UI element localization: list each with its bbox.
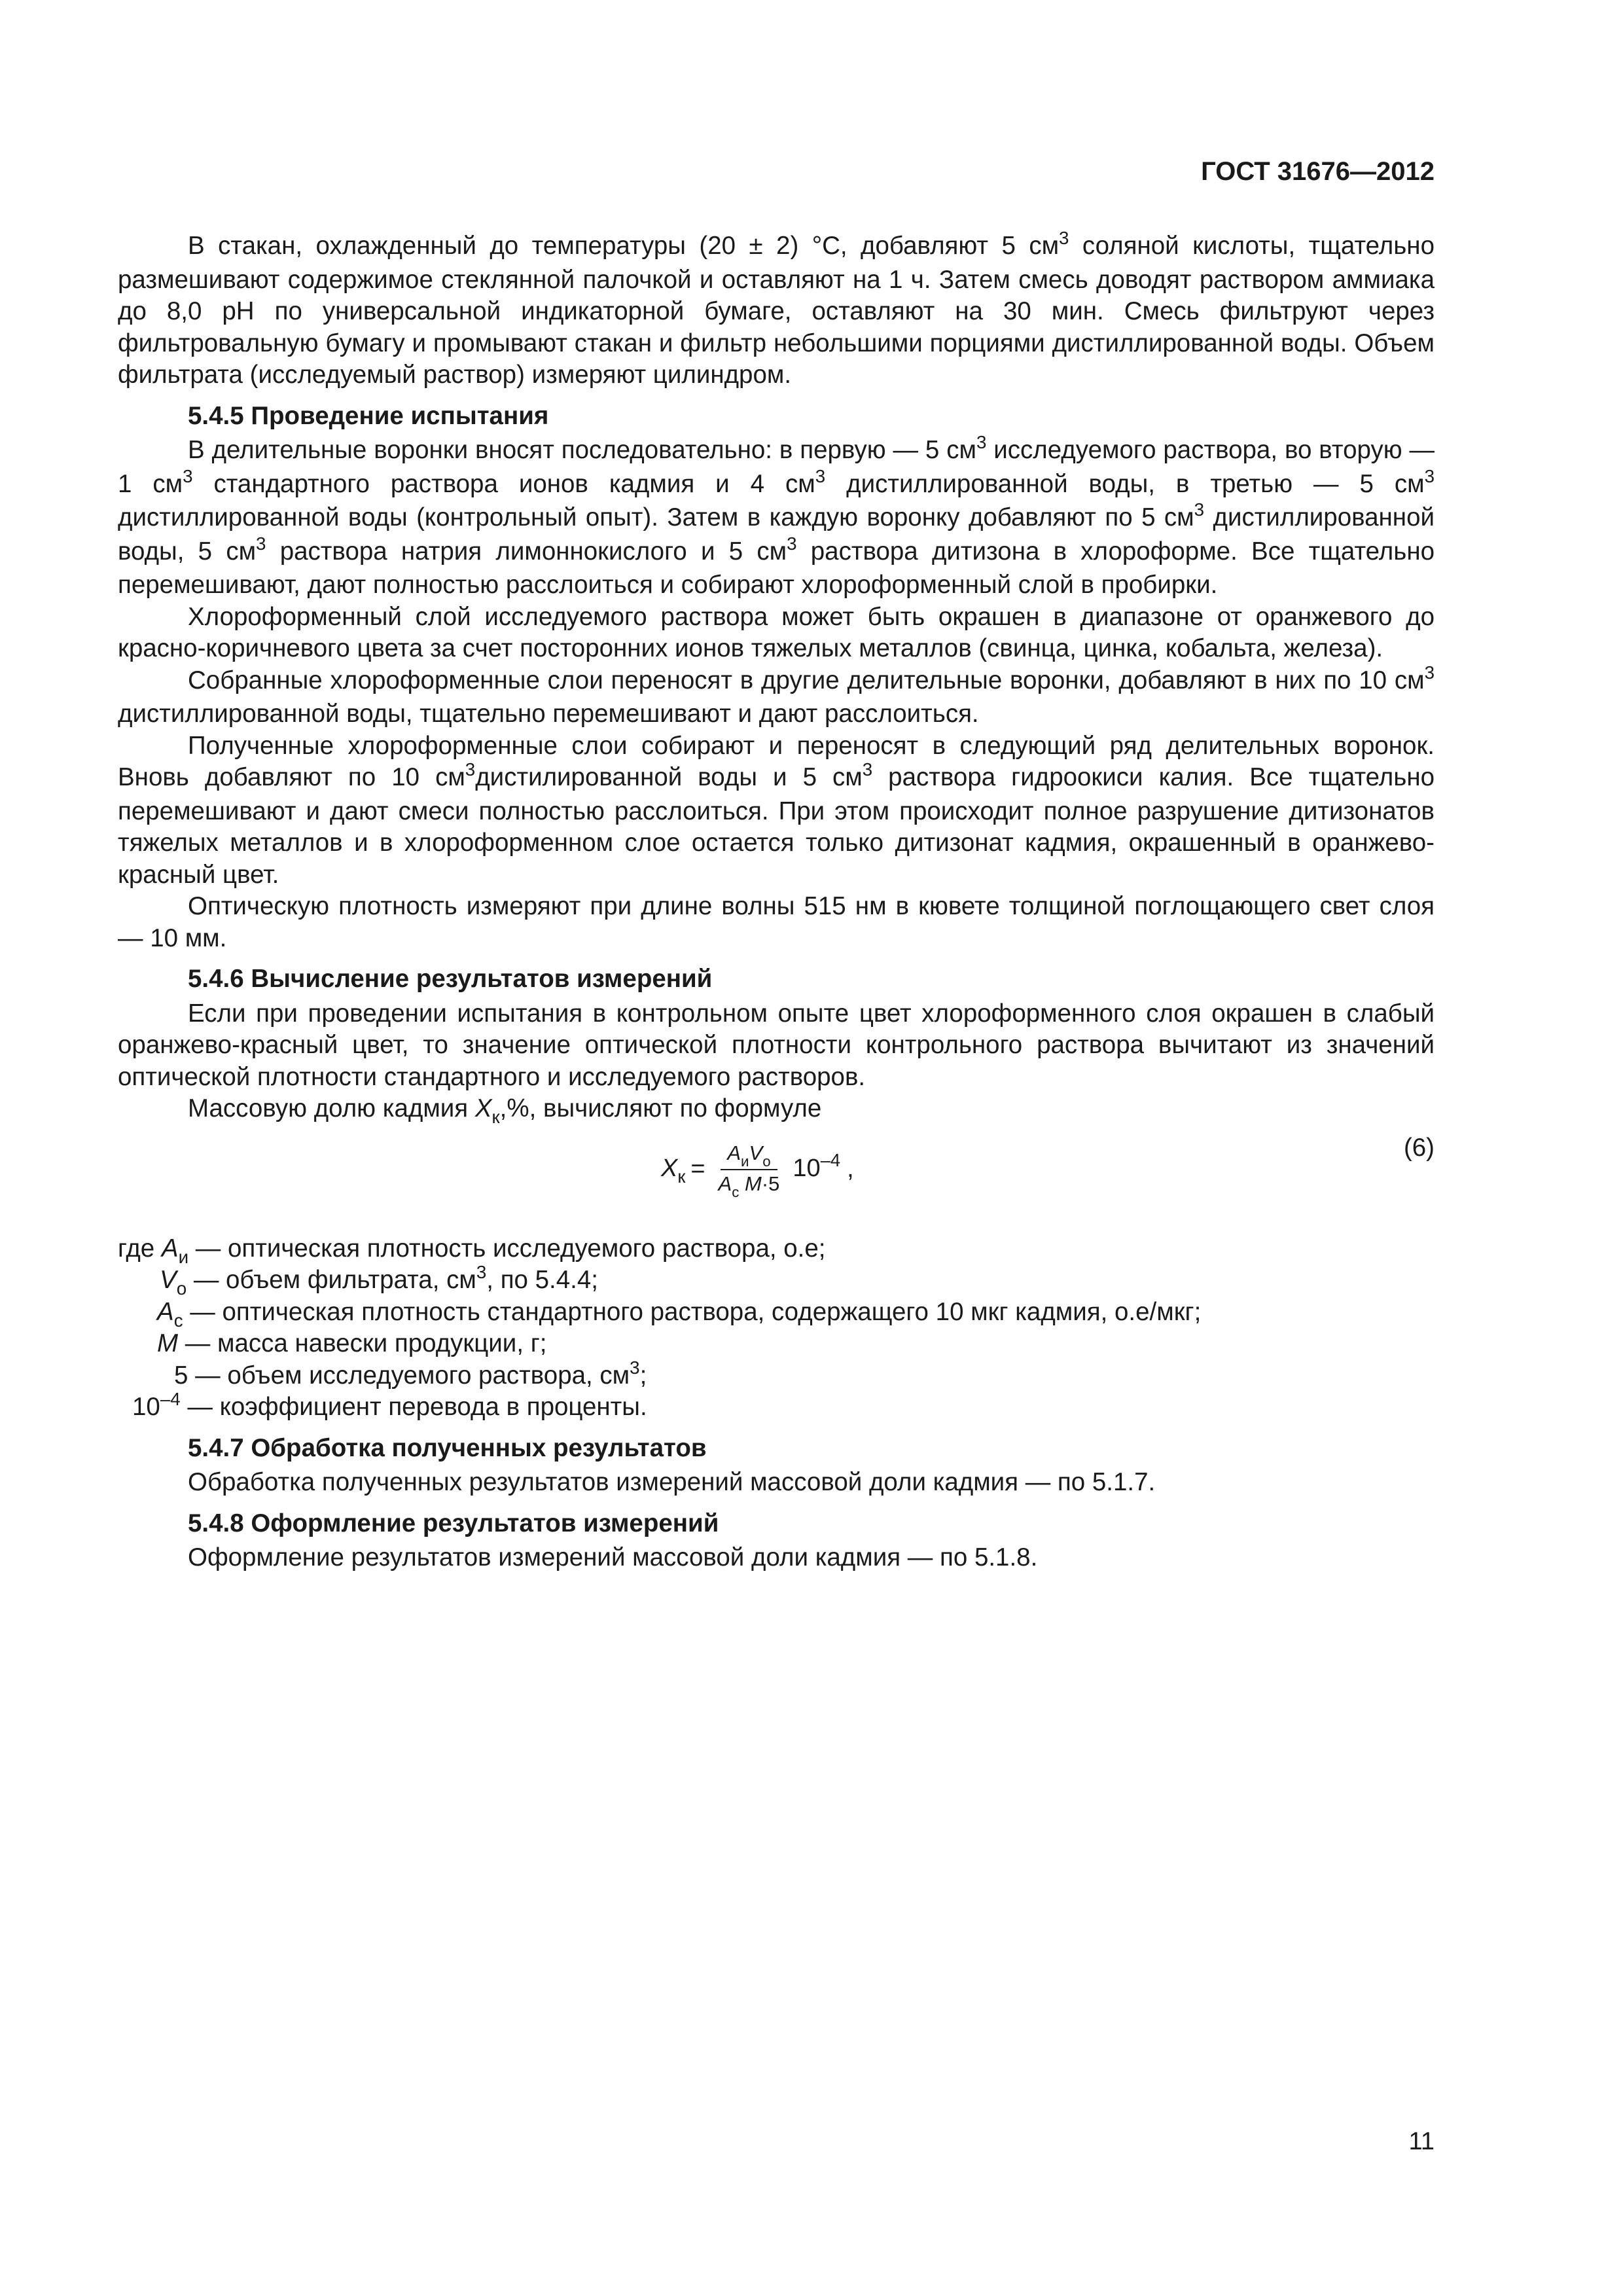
text-fragment: стандартного раствора ионов кадмия и 4 см — [192, 469, 815, 498]
formula-block — [118, 1132, 1435, 1230]
text-fragment: Массовую долю кадмия — [188, 1094, 475, 1122]
text-fragment: В стакан, охлажденный до температуры (20 — [188, 232, 736, 260]
paragraph-5-4-5-5: Оптическую плотность измеряют при длине волны 515 нм в кювете толщиной поглощающего свет слоя — 10 мм. — [118, 892, 1435, 952]
heading-5-4-7: 5.4.7 Обработка полученных результатов — [188, 1433, 707, 1462]
formula-definitions — [118, 1233, 1435, 1424]
page-number: 11 — [1408, 2128, 1435, 2155]
definition-item — [118, 1262, 1435, 1299]
definition-term — [160, 1262, 598, 1299]
subscript: к — [491, 1107, 500, 1127]
text-fragment: Полученные хлороформенные слои собирают и переносят в следующий ряд делительных воронок. Вновь добавляют по 10 см — [118, 731, 1435, 791]
subscript: и — [178, 1246, 189, 1267]
definition-item — [118, 1357, 1435, 1392]
variable-m: M — [157, 1329, 179, 1357]
text-fragment: дистиллированной воды, 5 см — [118, 503, 1435, 565]
heading-5-4-6: 5.4.6 Вычисление результатов измерений — [188, 965, 713, 993]
text-fragment: соляной кислоты, тщательно размешивают содержимое стеклянной палочкой и оставляют на 1 ч. Затем смесь доводят раствором аммиака до 8,0 рН по универсальной индикаторной бумаге, оставляют на 30 мин. Смесь фильтруют через фильтровальную бумагу и промывают стакан и фильтр небольшими порциями дистиллированной воды. Объем фильтрата (исследуемый раствор) измеряют цилиндром. — [118, 232, 1435, 389]
paragraph-5-4-5-2: Хлороформенный слой исследуемого раствора может быть окрашен в диапазоне от оранжевого до красно-коричневого цвета за счет посторонних ионов тяжелых металлов (свинца, цинка, кобальта, железа). — [118, 602, 1435, 662]
definition-term — [157, 1297, 1201, 1331]
subscript: с — [732, 1183, 740, 1200]
formula-fraction — [712, 1141, 787, 1198]
equals-sign: = — [690, 1155, 705, 1183]
factor-base: 10 — [793, 1154, 821, 1182]
paragraph-intro — [118, 230, 1435, 391]
superscript: –4 — [160, 1389, 181, 1409]
text-fragment: 2) °С, добавляют 5 см — [776, 232, 1060, 260]
superscript: 3 — [183, 465, 193, 486]
definition-text: — объем фильтрата, см — [193, 1266, 476, 1294]
text-fragment: дистиллированной воды (контрольный опыт). Затем в каждую воронку добавляют по 5 см — [118, 503, 1194, 531]
text-fragment: исследуемого раствора, во вторую — 1 см — [118, 436, 1435, 498]
superscript: 3 — [465, 759, 476, 780]
paragraph-5-4-6-2 — [118, 1093, 1435, 1127]
text-fragment: В делительные воронки вносят последовательно: в первую — 5 см — [188, 436, 976, 464]
definition-text: — масса навески продукции, г; — [185, 1329, 547, 1357]
variable-m: M — [745, 1172, 762, 1195]
equation-number: (6) — [1403, 1133, 1435, 1162]
variable-v: V — [160, 1266, 177, 1294]
superscript: 3 — [1424, 465, 1435, 486]
power-factor — [793, 1149, 841, 1187]
superscript: 3 — [815, 465, 826, 486]
definition-text: , по 5.4.4; — [486, 1266, 598, 1294]
subscript: o — [176, 1278, 187, 1299]
heading-5-4-8: 5.4.8 Оформление результатов измерений — [188, 1509, 719, 1537]
variable-x: X — [661, 1154, 678, 1182]
text-fragment: раствора натрия лимоннокислого и 5 см — [266, 537, 787, 565]
denominator-tail: ·5 — [761, 1172, 780, 1195]
formula-6 — [661, 1141, 854, 1198]
definition-text: — оптическая плотность исследуемого раствора, о.е; — [195, 1234, 826, 1263]
numeric-term: 5 — [174, 1361, 188, 1390]
formula-comma: , — [847, 1155, 854, 1183]
superscript: 3 — [1059, 228, 1069, 248]
paragraph-5-4-5-3 — [118, 662, 1435, 730]
text-fragment: дистиллированной воды, в третью — 5 см — [825, 469, 1425, 498]
definition-text: — объем исследуемого раствора, см — [195, 1361, 630, 1390]
definition-text: — коэффициент перевода в проценты. — [187, 1393, 647, 1421]
definition-item — [118, 1297, 1435, 1329]
subscript: к — [677, 1166, 686, 1187]
paragraph-5-4-5-4 — [118, 730, 1435, 891]
fraction-numerator — [721, 1141, 777, 1170]
paragraph-5-4-8-1: Оформление результатов измерений массовой доли кадмия — по 5.1.8. — [188, 1543, 1038, 1571]
paragraph-5-4-6-1: Если при проведении испытания в контрольном опыте цвет хлороформенного слоя окрашен в слабый оранжево-красный цвет, то значение оптической плотности контрольного раствора вычитают из значений оптической плотности стандартного и исследуемого растворов. — [118, 999, 1435, 1091]
definition-item — [118, 1328, 1435, 1360]
text-fragment: раствора дитизона в хлороформе. Все тщательно перемешивают, дают полностью расслоиться и собирают хлороформенный слой в пробирки. — [118, 537, 1435, 599]
definition-item — [118, 1391, 1435, 1424]
text-fragment: ,%, вычисляют по формуле — [499, 1094, 822, 1122]
subscript: o — [762, 1153, 771, 1170]
definition-lead — [118, 1233, 826, 1267]
text-fragment: раствора гидроокиси калия. Все тщательно перемешивают и дают смеси полностью расслоиться. При этом происходит полное разрушение дитизонатов тяжелых металлов и в хлороформенном слое остается только дитизонат кадмия, окрашенный в оранжево-красный цвет. — [118, 763, 1435, 889]
variable-v: V — [749, 1141, 763, 1164]
superscript: 3 — [976, 432, 987, 452]
superscript: 3 — [256, 533, 266, 554]
definition-term — [157, 1328, 546, 1360]
definition-term — [132, 1391, 647, 1426]
paragraph-5-4-5-1 — [118, 432, 1435, 601]
heading-5-4-5: 5.4.5 Проведение испытания — [188, 401, 549, 430]
superscript: 3 — [862, 759, 873, 780]
superscript: 3 — [1424, 662, 1435, 683]
variable-x: X — [474, 1094, 492, 1122]
formula-lhs — [661, 1153, 685, 1187]
variable-a: A — [161, 1234, 179, 1263]
fraction-denominator — [712, 1170, 787, 1198]
variable-a: A — [727, 1141, 741, 1164]
superscript: 3 — [630, 1357, 640, 1378]
definition-text: ; — [639, 1361, 647, 1390]
lead-word: где — [118, 1234, 155, 1263]
document-header-standard: ГОСТ 31676—2012 — [1201, 157, 1435, 186]
definition-text: — оптическая плотность стандартного раствора, содержащего 10 мкг кадмия, о.е/мкг; — [190, 1297, 1202, 1326]
definition-item — [118, 1233, 1435, 1265]
text-fragment: дистилированной воды и 5 см — [475, 763, 863, 791]
numeric-term: 10 — [132, 1393, 160, 1421]
superscript: –4 — [820, 1149, 841, 1170]
subscript: и — [741, 1153, 749, 1170]
subscript: c — [173, 1310, 183, 1331]
variable-a: A — [157, 1297, 174, 1326]
superscript: 3 — [1194, 499, 1205, 520]
text-fragment: Собранные хлороформенные слои переносят в другие делительные воронки, добавляют в них по 10 см — [188, 666, 1425, 694]
variable-a: A — [718, 1172, 732, 1195]
plus-minus-sign: ± — [749, 232, 763, 260]
definition-term — [174, 1357, 647, 1394]
document-body — [118, 230, 1435, 1574]
paragraph-5-4-7-1: Обработка полученных результатов измерений массовой доли кадмия — по 5.1.7. — [188, 1468, 1156, 1496]
superscript: 3 — [787, 533, 797, 554]
text-fragment: дистиллированной воды, тщательно перемешивают и дают расслоиться. — [118, 700, 979, 728]
superscript: 3 — [476, 1262, 487, 1282]
